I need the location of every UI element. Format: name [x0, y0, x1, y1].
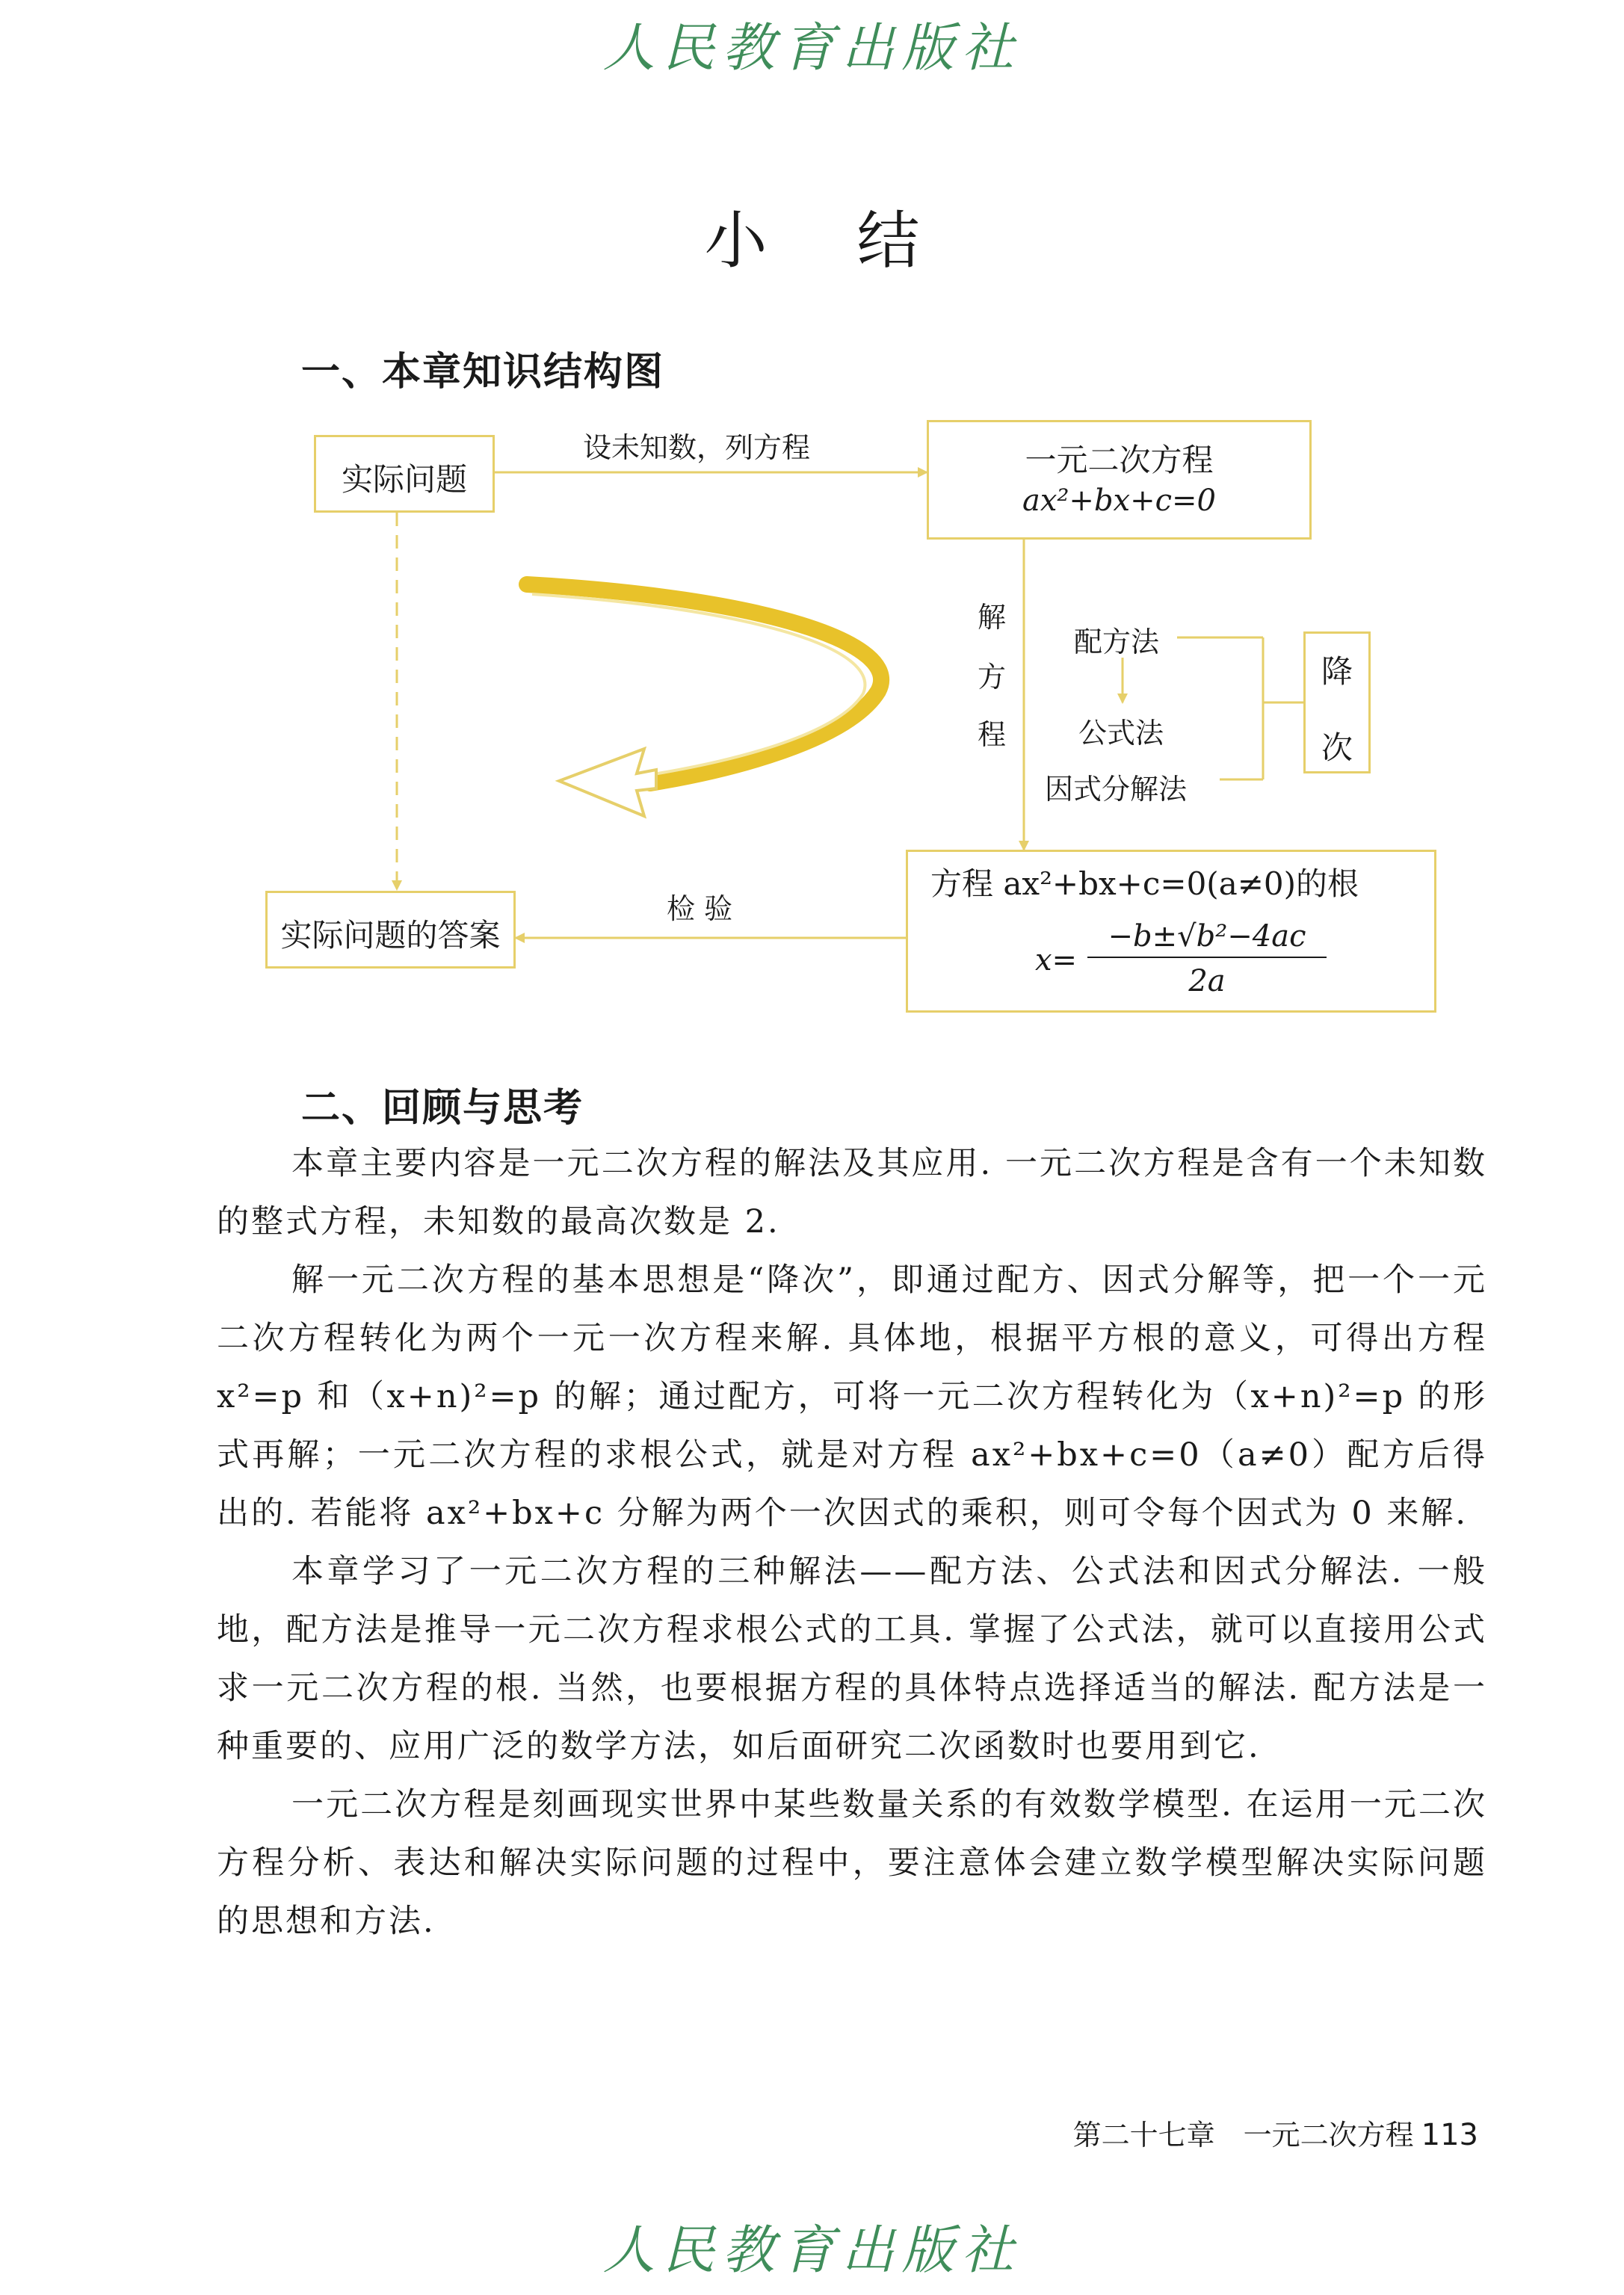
- method-factoring: 因式分解法: [1045, 773, 1188, 806]
- knowledge-structure-diagram: [0, 0, 1624, 1046]
- set-unknown-label: 设未知数，列方程: [583, 431, 811, 464]
- method-completing-square: 配方法: [1074, 626, 1160, 658]
- roots-title: 方程 ax²+bx+c=0(a≠0)的根: [930, 865, 1359, 902]
- answer-label: 实际问题的答案: [280, 917, 501, 954]
- method-formula: 公式法: [1078, 717, 1164, 750]
- check-label: 检 验: [667, 892, 733, 925]
- roots-numerator: −b±√b²−4ac: [1087, 919, 1327, 958]
- section1-heading: 一、本章知识结构图: [301, 350, 665, 395]
- box-quadratic-equation: [927, 420, 1312, 540]
- chapter-label: 第二十七章 一元二次方程: [1072, 2119, 1414, 2152]
- quadratic-formula: ax²+bx+c=0: [1022, 484, 1216, 518]
- solve-char-3: 程: [978, 718, 1007, 751]
- solve-char-2: 方: [978, 661, 1007, 694]
- publisher-logo-bottom: 人民教育出版社: [602, 2220, 1022, 2281]
- page-number: 113: [1421, 2118, 1478, 2152]
- roots-formula-x: x=: [1035, 943, 1078, 977]
- page-title: 小结: [704, 204, 1010, 277]
- real-problem-label: 实际问题: [341, 461, 467, 498]
- roots-denominator: 2a: [1188, 964, 1226, 998]
- section2-heading: 二、回顾与思考: [301, 1086, 584, 1131]
- box-real-problem: [314, 435, 495, 513]
- box-answer: [265, 891, 516, 969]
- reduce-char-2: 次: [1321, 729, 1353, 766]
- paragraph-2: 解一元二次方程的基本思想是“降次”，即通过配方、因式分解等，把一个一元二次方程转化为两个一元一次方程来解. 具体地，根据平方根的意义，可得出方程 x²=p 和（x+n)²=p 的解；通过配方，可将一元二次方程转化为（x+n)²=p 的形式再解；一元二次方程的求根公式，就是对方程 ax²+bx+c=0（a≠0）配方后得出的. 若能将 ax²+bx+c 分解为两个一次因式的乘积，则可令每个因式为 0 来解.: [217, 1261, 1487, 1532]
- publisher-logo-top: 人民教育出版社: [602, 17, 1022, 78]
- paragraph-3: 本章学习了一元二次方程的三种解法——配方法、公式法和因式分解法. 一般地，配方法是推导一元二次方程求根公式的工具. 掌握了公式法，就可以直接用公式求一元二次方程的根. 当然，也要根据方程的具体特点选择适当的解法. 配方法是一种重要的、应用广泛的数学方法，如后面研究二次函数时也要用到它.: [217, 1553, 1487, 1765]
- quadratic-title: 一元二次方程: [1025, 442, 1214, 478]
- box-equation-roots: [906, 850, 1436, 1013]
- paragraph-1: 本章主要内容是一元二次方程的解法及其应用. 一元二次方程是含有一个未知数的整式方程，未知数的最高次数是 2.: [217, 1145, 1487, 1241]
- reduce-char-1: 降: [1321, 653, 1353, 690]
- page-footer: [1073, 2112, 1478, 2153]
- paragraph-4: 一元二次方程是刻画现实世界中某些数量关系的有效数学模型. 在运用一元二次方程分析、表达和解决实际问题的过程中，要注意体会建立数学模型解决实际问题的思想和方法.: [217, 1786, 1487, 1940]
- review-paragraphs: [217, 1134, 1487, 1950]
- solve-char-1: 解: [978, 601, 1007, 634]
- box-reduce-degree: [1303, 631, 1371, 773]
